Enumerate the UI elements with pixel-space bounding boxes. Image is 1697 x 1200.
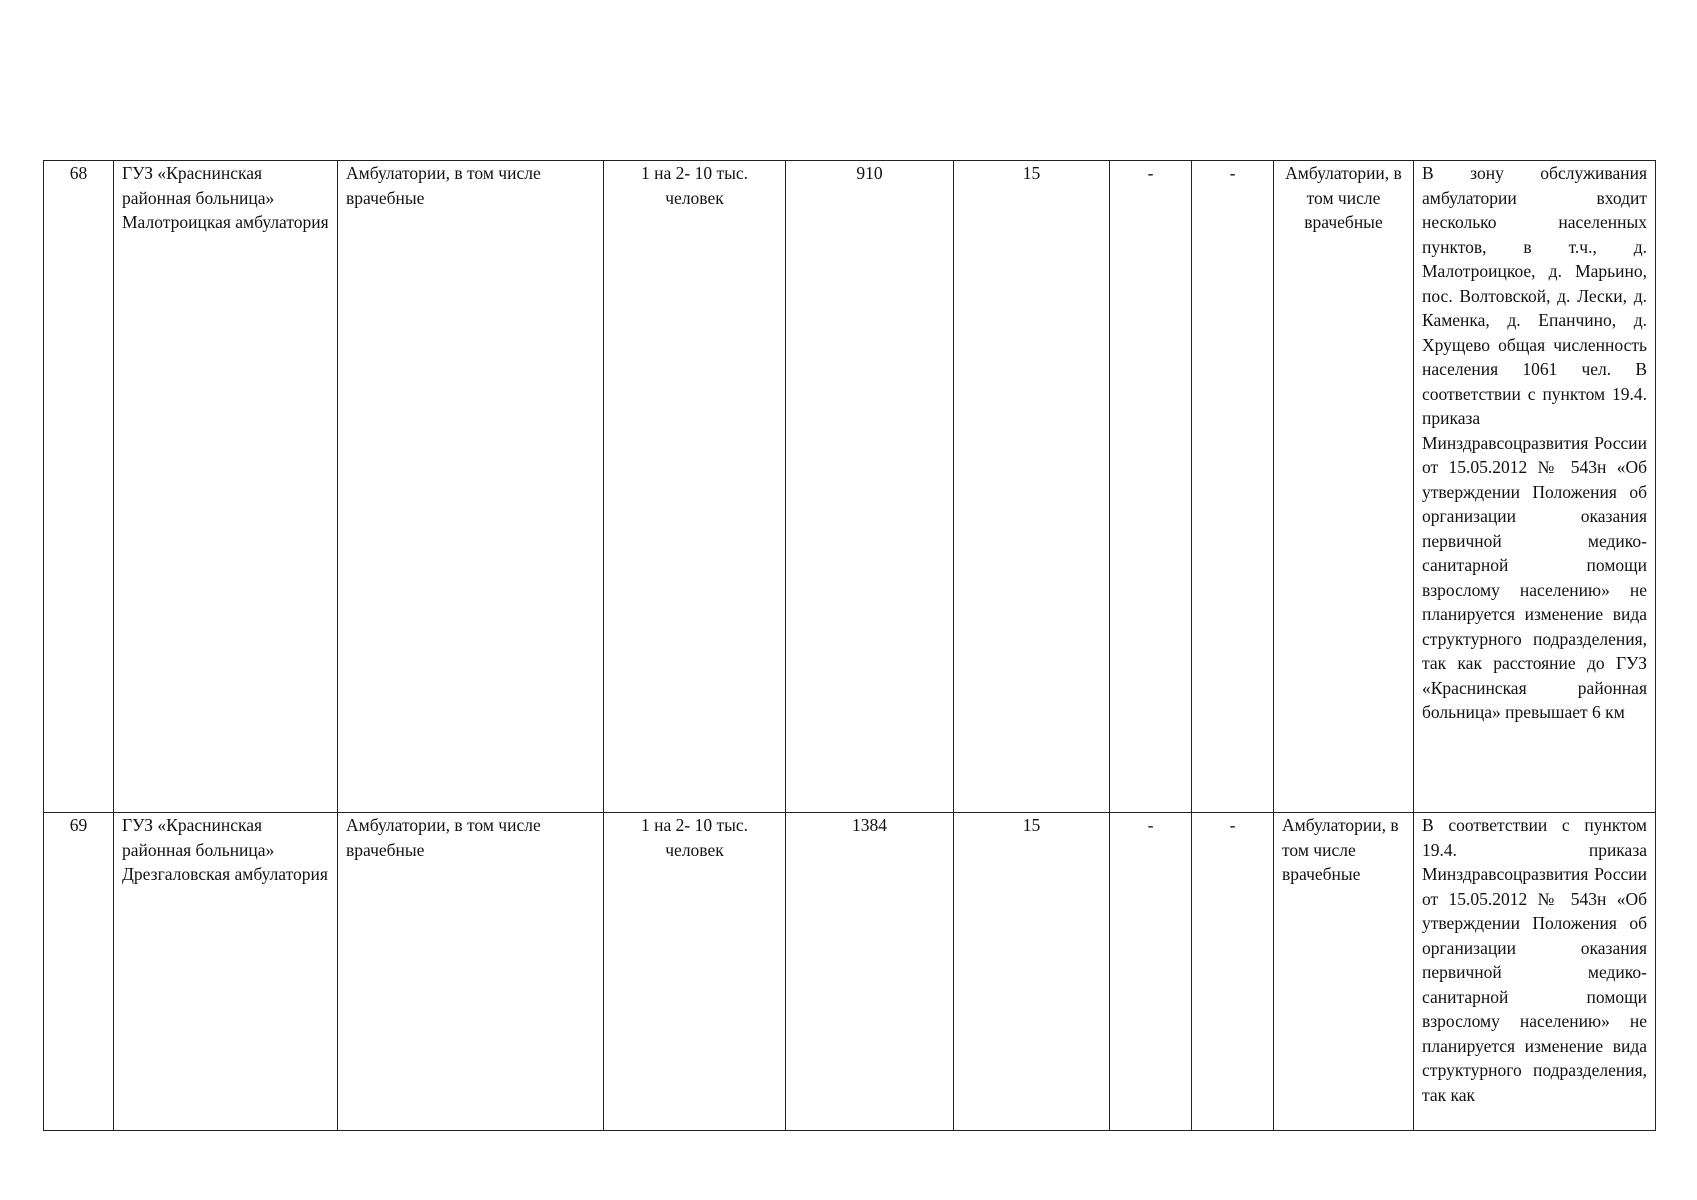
norm-value: 1 на 2- 10 тыс. человек bbox=[604, 161, 786, 813]
justification-note: В соответствии с пунктом 19.4. приказа Минздравсоцразвития России от 15.05.2012 № 543н «Об утверждении Положения об организации оказания первичной медико-санитарной помощи взрослому населению» не планируется изменение вида структурного подразделения, так как bbox=[1414, 813, 1656, 1131]
justification-note: В зону обслуживания амбулатории входит несколько населенных пунктов, в т.ч., д. Малотроицкое, д. Марьино, пос. Волтовской, д. Лески, д. Каменка, д. Епанчино, д. Хрущево общая численность населения 1061 чел. В соответствии с пунктом 19.4. приказа Минздравсоцразвития России от 15.05.2012 № 543н «Об утверждении Положения об организации оказания первичной медико-санитарной помощи взрослому населению» не планируется изменение вида структурного подразделения, так как расстояние до ГУЗ «Краснинская районная больница» превышает 6 км bbox=[1414, 161, 1656, 813]
planned-type: Амбулатории, в том числе врачебные bbox=[1274, 813, 1414, 1131]
facility-type: Амбулатории, в том числе врачебные bbox=[338, 813, 604, 1131]
empty-value-dash: - bbox=[1110, 161, 1192, 813]
empty-value-dash: - bbox=[1192, 813, 1274, 1131]
facilities-table bbox=[43, 160, 1656, 1131]
facility-name: ГУЗ «Краснинская районная больница» Малотроицкая амбулатория bbox=[114, 161, 338, 813]
empty-value-dash: - bbox=[1110, 813, 1192, 1131]
empty-value-dash: - bbox=[1192, 161, 1274, 813]
row-number: 69 bbox=[44, 813, 114, 1131]
row-number: 68 bbox=[44, 161, 114, 813]
population-value: 1384 bbox=[786, 813, 954, 1131]
facility-type: Амбулатории, в том числе врачебные bbox=[338, 161, 604, 813]
population-value: 910 bbox=[786, 161, 954, 813]
norm-value: 1 на 2- 10 тыс. человек bbox=[604, 813, 786, 1131]
distance-value: 15 bbox=[954, 813, 1110, 1131]
table-row bbox=[44, 813, 1656, 1131]
table-row bbox=[44, 161, 1656, 813]
planned-type: Амбулатории, в том числе врачебные bbox=[1274, 161, 1414, 813]
distance-value: 15 bbox=[954, 161, 1110, 813]
facility-name: ГУЗ «Краснинская районная больница» Дрезгаловская амбулатория bbox=[114, 813, 338, 1131]
